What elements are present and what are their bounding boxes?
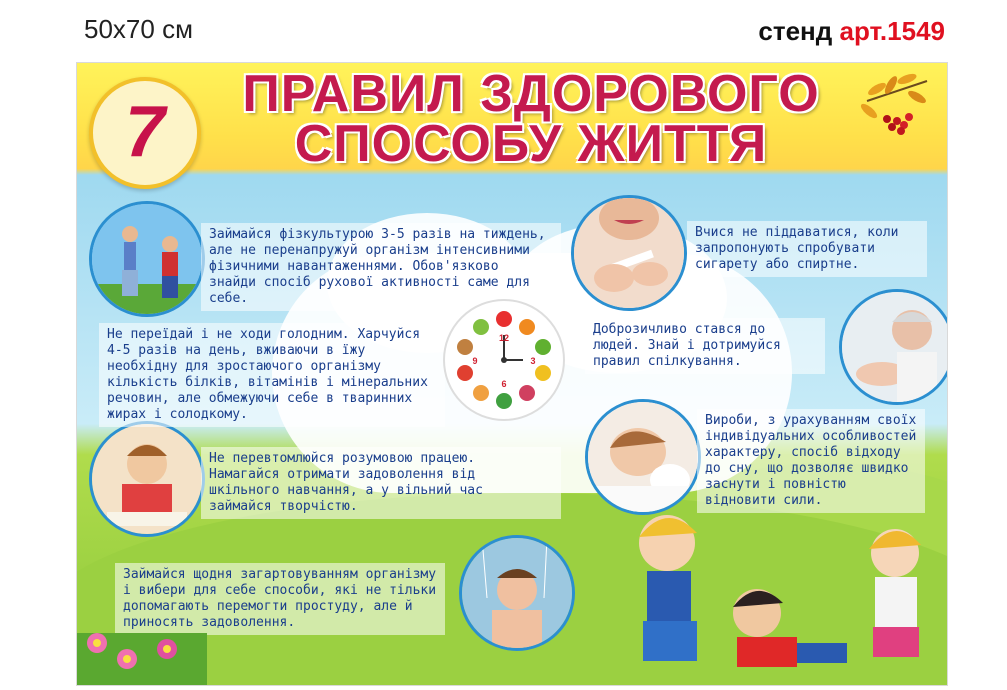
stand-label: стенд: [758, 16, 833, 46]
article-code: арт.1549: [839, 16, 945, 46]
tip-friendliness: [585, 318, 825, 374]
tip-text: Вироби, з урахуванням своїх індивідуальних особливостей характеру, спосіб відходу до сну, що дозволяє швидко заснути і повністю відновити сили.: [697, 409, 925, 513]
school-boy-photo: [89, 421, 205, 537]
clock-number: 3: [530, 356, 536, 366]
tip-mental-work: [201, 447, 561, 519]
title-line-2: СПОСОБУ ЖИТТЯ: [294, 115, 768, 173]
cartoon-kids-illustration: [607, 503, 947, 685]
size-label: 50х70 см: [84, 14, 193, 44]
tip-text: Не перевтомлюйся розумовою працею. Намагайся отримати задоволення від шкільного навчання, а у вільний час займайся творчістю.: [201, 447, 561, 519]
flowers-decoration: [77, 593, 207, 685]
tip-nutrition: [99, 323, 445, 427]
cigarette-refusal-photo: [571, 195, 687, 311]
article-label: [758, 16, 945, 47]
number-badge: [89, 77, 201, 189]
rowan-berries-icon: [857, 71, 937, 141]
poster: [76, 62, 948, 686]
sleeping-child-photo: [585, 399, 701, 515]
clock-number: 12: [498, 333, 510, 343]
tip-text: Займайся щодня загартовуванням організму і вибери для себе способи, які не тільки допомагають перемогти простуду, але й приносять задоволення.: [115, 563, 445, 635]
tip-exercise: [201, 223, 561, 311]
tip-no-smoking: [687, 221, 927, 277]
tip-text: Доброзичливо стався до людей. Знай і дотримуйся правил спілкування.: [585, 318, 825, 374]
title-line-1: ПРАВИЛ ЗДОРОВОГО: [242, 65, 820, 123]
tip-text: Не переїдай і не ходи голодним. Харчуйся 4-5 разів на день, вживаючи в їжу необхідну для зростаючого організму кількість білків, вітамінів і мінеральних речовин, але обмежуючи себе в тваринних жирах і солодкому.: [99, 323, 445, 427]
exercise-photo: [89, 201, 205, 317]
elderly-hands-photo: [839, 289, 948, 405]
badge-number: 7: [124, 92, 166, 172]
tip-text: Вчися не піддаватися, коли запропонують спробувати сигарету або спиртне.: [687, 221, 927, 277]
poster-title: [211, 65, 851, 173]
shower-photo: [459, 535, 575, 651]
clock-number: 6: [501, 379, 507, 389]
tip-sleep: [697, 409, 925, 513]
clock-number: 9: [472, 356, 478, 366]
tip-text: Займайся фізкультурою 3-5 разів на тиждень, але не перенапружуй організм інтенсивними фізичними навантаженнями. Обов'язково знайди спосіб рухової активності саме для себе.: [201, 223, 561, 311]
food-clock: [443, 299, 565, 421]
